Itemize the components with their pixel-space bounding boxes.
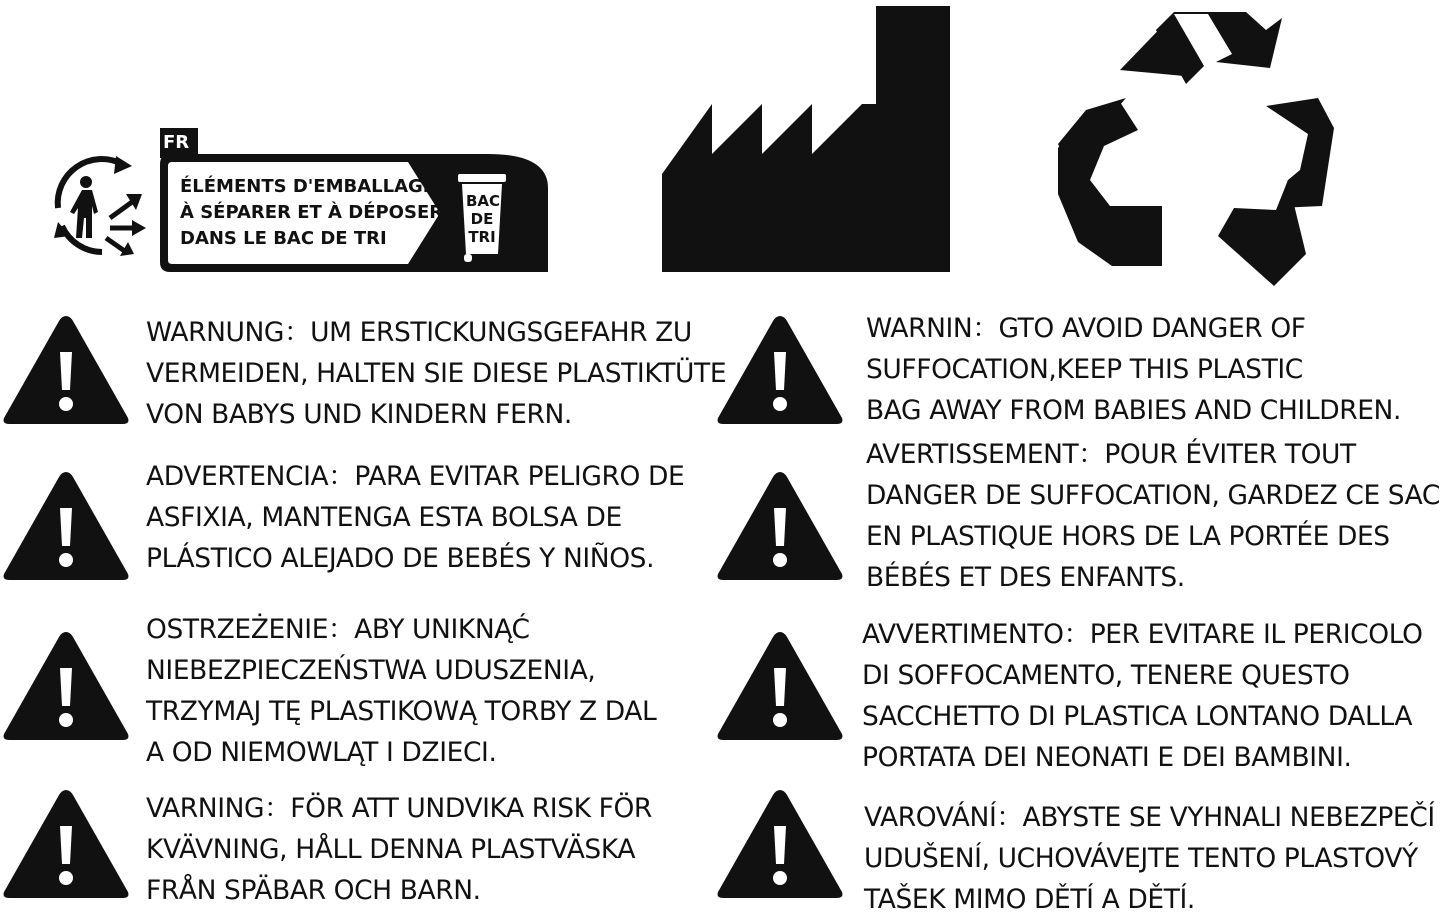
warning-triangle-icon (716, 630, 844, 742)
warning-line: WARNUNG：UM ERSTICKUNGSGEFAHR ZU (146, 317, 692, 348)
warning-line: AVVERTIMENTO：PER EVITARE IL PERICOLO (862, 619, 1423, 650)
triman-line-1: ÉLÉMENTS D'EMBALLAGE (180, 176, 436, 197)
warning-triangle-icon (716, 470, 844, 582)
warning-line: ASFIXIA, MANTENGA ESTA BOLSA DE (146, 502, 622, 533)
warning-triangle-icon (2, 788, 130, 900)
triman-line-3: DANS LE BAC DE TRI (180, 228, 387, 249)
warning-line: OSTRZEŻENIE：ABY UNIKNĄĆ (146, 614, 530, 645)
factory-manufacturer-icon (660, 4, 954, 274)
warning-line: VAROVÁNÍ：ABYSTE SE VYHNALI NEBEZPEČÍ (864, 802, 1435, 833)
recycle-arrows-icon (1056, 10, 1334, 286)
warning-triangle-icon (2, 630, 130, 742)
warning-line: PLÁSTICO ALEJADO DE BEBÉS Y NIÑOS. (146, 543, 655, 574)
warning-line: BAG AWAY FROM BABIES AND CHILDREN. (866, 395, 1402, 426)
warning-line: VERMEIDEN, HALTEN SIE DIESE PLASTIKTÜTE (146, 358, 727, 389)
warning-line: SUFFOCATION,KEEP THIS PLASTIC (866, 354, 1303, 385)
warning-text-swedish (146, 788, 652, 911)
warning-text-italian (862, 614, 1423, 778)
warning-line: PORTATA DEI NEONATI E DEI BAMBINI. (862, 742, 1352, 773)
triman-line-2: À SÉPARER ET À DÉPOSER (180, 202, 444, 223)
bin-text-1: BAC (466, 192, 501, 210)
warning-line: DANGER DE SUFFOCATION, GARDEZ CE SAC (866, 480, 1440, 511)
warning-line: AVERTISSEMENT：POUR ÉVITER TOUT (866, 439, 1356, 470)
warning-triangle-icon (2, 470, 130, 582)
warning-text-czech (864, 797, 1435, 920)
triman-country-code: FR (163, 132, 190, 153)
warning-text-english (866, 308, 1401, 431)
warning-text-polish (146, 609, 656, 773)
triman-logo (48, 128, 553, 278)
warning-line: KVÄVNING, HÅLL DENNA PLASTVÄSKA (146, 834, 636, 865)
warning-line: VON BABYS UND KINDERN FERN. (146, 399, 572, 430)
warning-line: EN PLASTIQUE HORS DE LA PORTÉE DES (866, 521, 1390, 552)
warning-line: TRZYMAJ TĘ PLASTIKOWĄ TORBY Z DAL (146, 696, 657, 727)
warning-line: SACCHETTO DI PLASTICA LONTANO DALLA (862, 701, 1413, 732)
warning-line: WARNIN：GTO AVOID DANGER OF (866, 313, 1306, 344)
warning-text-french (866, 434, 1440, 598)
warning-line: ADVERTENCIA：PARA EVITAR PELIGRO DE (146, 461, 685, 492)
warning-triangle-icon (2, 314, 130, 426)
warning-line: BÉBÉS ET DES ENFANTS. (866, 562, 1185, 593)
warning-text-german (146, 312, 726, 435)
bin-text-3: TRI (468, 228, 496, 246)
warning-line: A OD NIEMOWLĄT I DZIECI. (146, 737, 497, 768)
warning-line: DI SOFFOCAMENTO, TENERE QUESTO (862, 660, 1350, 691)
warning-triangle-icon (716, 314, 844, 426)
warning-line: TAŠEK MIMO DĚTÍ A DĚTÍ. (864, 884, 1195, 915)
warning-triangle-icon (716, 788, 844, 900)
warning-line: FRÅN SPÄBAR OCH BARN. (146, 875, 481, 906)
warning-line: UDUŠENÍ, UCHOVÁVEJTE TENTO PLASTOVÝ (864, 843, 1418, 874)
bin-text-2: DE (470, 210, 494, 228)
warning-line: VARNING：FÖR ATT UNDVIKA RISK FÖR (146, 793, 652, 824)
warning-text-spanish (146, 456, 684, 579)
warning-line: NIEBEZPIECZEŃSTWA UDUSZENIA, (146, 655, 596, 686)
